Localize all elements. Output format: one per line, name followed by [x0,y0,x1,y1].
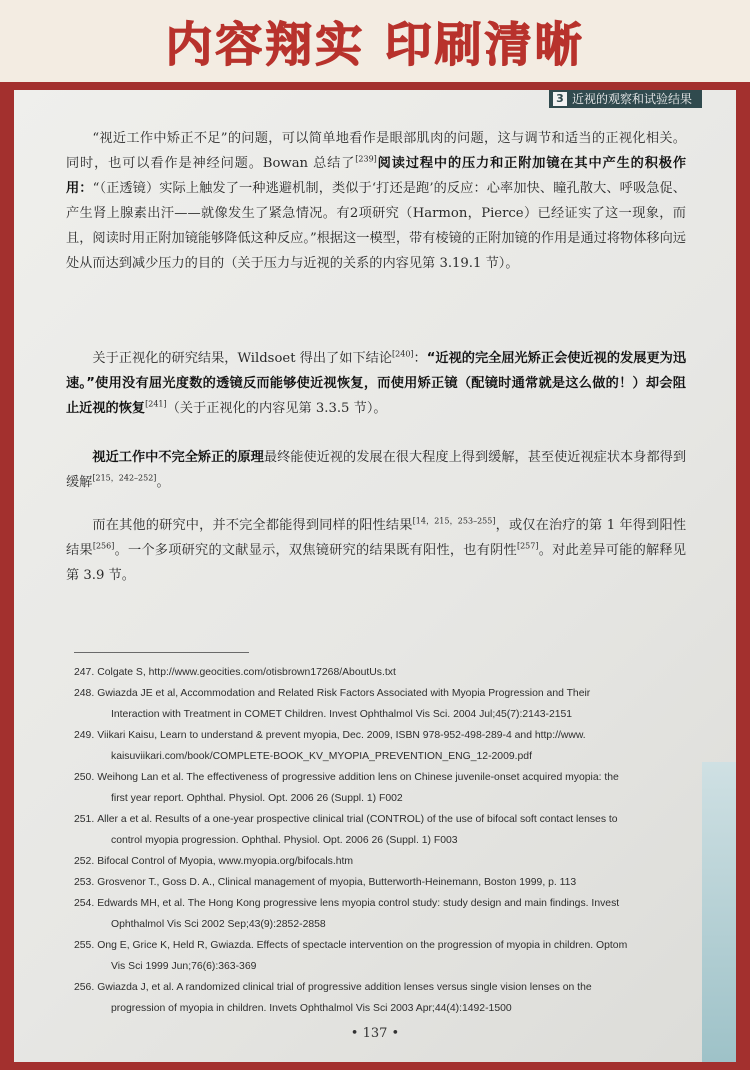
text: 。对此差异可能的解释见第 3.9 节。 [66,543,687,583]
text: “（正透镜）实际上触发了一种逃避机制，类似于‘打还是跑’的反应：心率加快、瞳孔散大、呼吸急促、产生肾上腺素出汗——就像发生了紧急情况。有2项研究（Harmon，Pierce）已经证实了这一现象，而且，阅读时用正附加镜能够降低这种反应。”根据这一模型，带有棱镜的正附加镜的作用是通过将物体移向远处从而达到减少压力的目的（关于压力与近视的关系的内容见第 3.19.1 节）。 [66,181,686,271]
reference-text: Edwards MH, et al. The Hong Kong progressive lens myopia control study: study design and main findings. Invest [97,898,620,909]
chapter-tab [549,90,702,108]
text: ，或仅在治疗的第 1 年得到阳性结果 [66,518,687,558]
text: （关于正视化的内容见第 3.3.5 节）。 [166,401,387,416]
body-text [66,126,686,588]
reference-text: Gwiazda J, et al. A randomized clinical trial of progressive addition lenses versus single vision lenses on the [97,982,592,993]
reference-number: 256. [74,982,95,993]
citation: [14，215，253–255] [412,516,496,526]
paragraph-4 [66,513,686,588]
citation: [215，242–252] [92,473,157,483]
reference-continuation: Interaction with Treatment in COMET Children. Invest Ophthalmol Vis Sci. 2004 Jul;45(7):2143-2151 [111,709,573,720]
reference-text: Gwiazda JE et al, Accommodation and Related Risk Factors Associated with Myopia Progression and Their [97,688,591,699]
reference-number: 249. [74,730,95,741]
citation: [240] [392,349,414,359]
reference-text: Grosvenor T., Goss D. A., Clinical management of myopia, Butterworth-Heinemann, Boston 1999, p. 113 [97,877,577,888]
reference-text: Ong E, Grice K, Held R, Gwiazda. Effects of spectacle intervention on the progression of myopia in children. Optom [97,940,628,951]
reference-item [74,662,674,683]
bold-text: 阅读过程中的压力和正附加镜在其中产生的积极作用： [66,156,687,196]
reference-number: 254. [74,898,95,909]
reference-list [74,662,674,1019]
corner-decoration [702,762,736,1062]
reference-item [74,935,674,956]
citation: [257] [516,541,539,551]
bold-text: 视近工作中不完全矫正的原理 [92,450,264,465]
reference-text: Bifocal Control of Myopia, www.myopia.org/bifocals.htm [97,856,354,867]
reference-text: Weihong Lan et al. The effectiveness of progressive addition lens on Chinese juvenile-onset acquired myopia: the [97,772,619,783]
reference-number: 247. [74,667,95,678]
reference-number: 255. [74,940,95,951]
citation: [256] [92,541,115,551]
text: 。 [156,475,170,490]
reference-continuation: control myopia progression. Ophthal. Physiol. Opt. 2006 26 (Suppl. 1) F003 [111,835,458,846]
reference-item [74,851,674,872]
reference-item [74,893,674,914]
paragraph-1 [66,126,686,276]
reference-continuation: kaisuviikari.com/book/COMPLETE-BOOK_KV_MYOPIA_PREVENTION_ENG_12-2009.pdf [111,751,532,762]
reference-text: Colgate S, http://www.geocities.com/otisbrown17268/AboutUs.txt [97,667,396,678]
reference-number: 251. [74,814,95,825]
text: 关于正视化的研究结果，Wildsoet 得出了如下结论 [92,351,393,366]
citation: [239] [355,154,377,164]
reference-item [74,725,674,746]
book-page [14,90,736,1062]
reference-number: 253. [74,877,95,888]
reference-item [74,977,674,998]
paragraph-2 [66,346,686,421]
bold-text: “近视的完全屈光矫正会使近视的发展更为迅速。”使用没有屈光度数的透镜反而能够使近视恢复，而使用矫正镜（配镜时通常就是这么做的！）却会阻止近视的恢复 [66,351,687,416]
banner [0,0,750,82]
reference-continuation: Vis Sci 1999 Jun;76(6):363-369 [111,961,257,972]
reference-item [74,683,674,704]
page-number: • 137 • [350,1026,400,1041]
text: 最终能使近视的发展在很大程度上得到缓解，甚至使近视症状本身都得到缓解 [66,450,687,490]
text: 。一个多项研究的文献显示，双焦镜研究的结果既有阳性，也有阴性 [114,543,517,558]
reference-continuation: Ophthalmol Vis Sci 2002 Sep;43(9):2852-2858 [111,919,326,930]
chapter-number: 3 [553,92,567,106]
reference-number: 248. [74,688,95,699]
reference-item [74,872,674,893]
reference-continuation: first year report. Ophthal. Physiol. Opt. 2006 26 (Suppl. 1) F002 [111,793,403,804]
text: “视近工作中矫正不足”的问题，可以简单地看作是眼部肌肉的问题，这与调节和适当的正视化相关。同时，也可以看作是神经问题。Bowan 总结了 [66,131,686,171]
text: ： [413,351,427,366]
reference-text: Aller a et al. Results of a one-year prospective clinical trial (CONTROL) of the use of bifocal soft contact lenses to [97,814,618,825]
text: 而在其他的研究中，并不完全都能得到同样的阳性结果 [92,518,413,533]
citation: [241] [145,399,167,409]
reference-number: 250. [74,772,95,783]
reference-text: Viikari Kaisu, Learn to understand & prevent myopia, Dec. 2009, ISBN 978-952-498-289-4 and http://www. [97,730,586,741]
banner-title: 内容翔实 印刷清晰 [165,17,585,73]
chapter-title: 近视的观察和试验结果 [571,92,692,106]
paragraph-3 [66,445,686,495]
reference-item [74,809,674,830]
reference-number: 252. [74,856,95,867]
footnote-divider [74,652,249,653]
reference-continuation: progression of myopia in children. Invets Ophthalmol Vis Sci 2003 Apr;44(4):1492-1500 [111,1003,512,1014]
reference-item [74,767,674,788]
